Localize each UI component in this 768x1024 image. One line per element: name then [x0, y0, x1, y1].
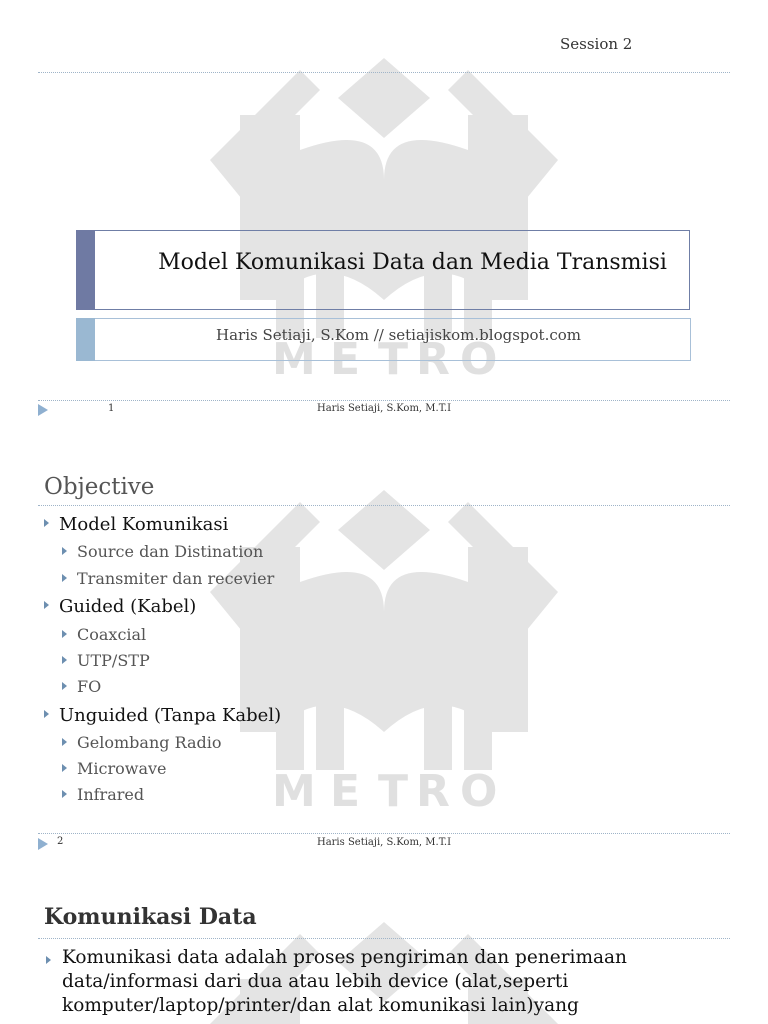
sub-bullet-label: FO: [77, 677, 102, 696]
watermark-letter: T: [378, 334, 409, 385]
bullet-triangle-icon: [46, 956, 51, 964]
sub-bullet-label: Coaxcial: [77, 625, 147, 644]
paragraph-line: Komunikasi data adalah proses pengiriman dan penerimaan: [62, 947, 627, 968]
paragraph: [62, 946, 722, 1018]
slide-subtitle: Haris Setiaji, S.Kom // setiajiskom.blogspot.com: [216, 326, 581, 344]
watermark-letter: R: [416, 334, 450, 385]
komunikasi-data-title: Komunikasi Data: [44, 904, 257, 930]
slide-number: 2: [57, 836, 64, 847]
watermark-letter: M: [272, 766, 316, 817]
sub-bullet-label: Source dan Distination: [77, 542, 264, 561]
watermark-letter: O: [460, 766, 498, 817]
footer-author: Haris Setiaji, S.Kom, M.T.I: [316, 837, 452, 848]
divider: [38, 938, 730, 939]
watermark-letter: R: [416, 766, 450, 817]
watermark-letter: E: [330, 334, 361, 385]
bullet-label: Guided (Kabel): [59, 596, 197, 617]
paragraph-line: komputer/laptop/printer/dan alat komunikasi lain)yang: [62, 995, 579, 1016]
sub-bullet-label: Gelombang Radio: [77, 733, 222, 752]
watermark-letter: O: [460, 334, 498, 385]
sub-bullet-label: Transmiter dan recevier: [77, 569, 275, 588]
objective-title: Objective: [44, 474, 155, 500]
watermark-letter: T: [378, 766, 409, 817]
bullet-label: Unguided (Tanpa Kabel): [59, 705, 282, 726]
sub-bullet-label: Microwave: [77, 759, 167, 778]
session-label: Session 2: [560, 35, 633, 53]
bullet-label: Model Komunikasi: [59, 514, 229, 535]
watermark-letter: E: [330, 766, 361, 817]
slide-title: Model Komunikasi Data dan Media Transmisi: [158, 250, 667, 275]
sub-bullet-label: UTP/STP: [77, 651, 150, 670]
slide-number: 1: [108, 403, 115, 414]
sub-bullet-label: Infrared: [77, 785, 145, 804]
watermark-letter: M: [272, 334, 316, 385]
footer-author: Haris Setiaji, S.Kom, M.T.I: [316, 403, 452, 414]
paragraph-line: data/informasi dari dua atau lebih device (alat,seperti: [62, 971, 569, 992]
